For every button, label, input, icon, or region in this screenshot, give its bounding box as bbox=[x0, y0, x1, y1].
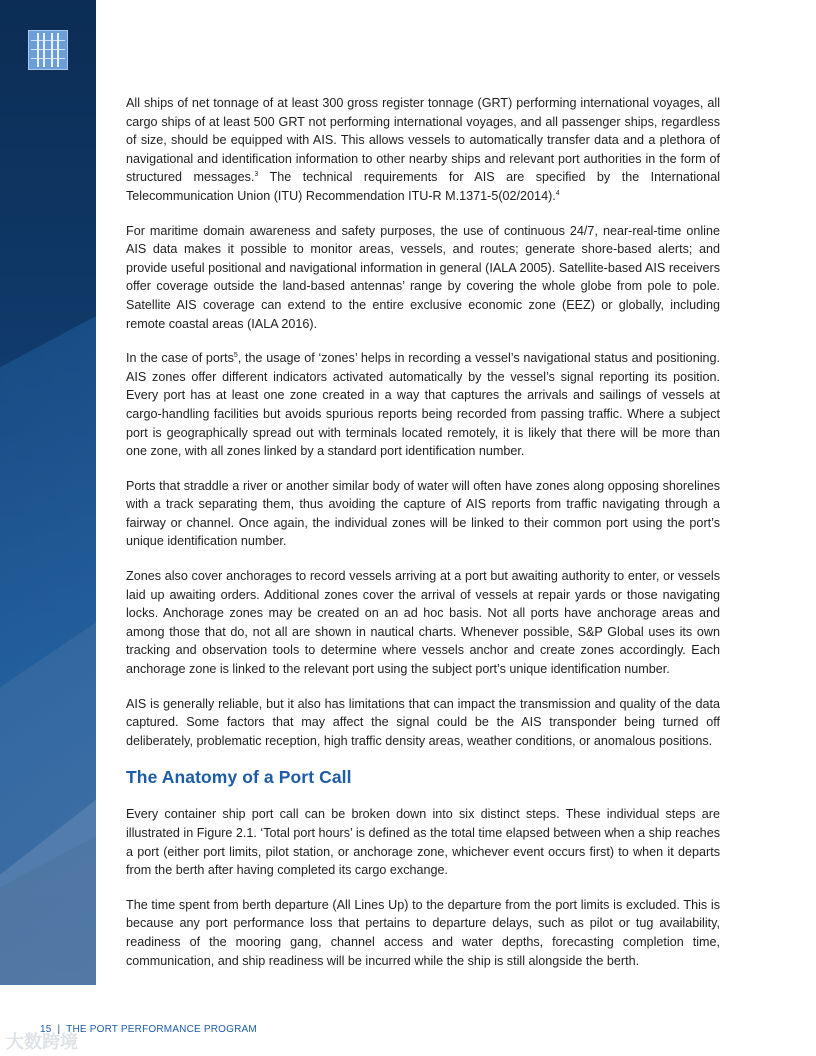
cargo-grid-logo-icon bbox=[28, 30, 68, 70]
paragraph-domain-awareness: For maritime domain awareness and safety purposes, the use of continuous 24/7, near-real-time online AIS data makes it possible to monitor areas, vessels, and routes; generate shore-based alerts; and provide useful positional and navigational information in general (IALA 2005). Satellite-based AIS receivers offer coverage outside the land-based antennas’ range by covering the whole globe from pole to pole. Satellite AIS coverage can extend to the entire exclusive economic zone (EEZ) or globally, including remote coastal areas (IALA 2016). bbox=[126, 223, 720, 331]
paragraph-ais-requirements: All ships of net tonnage of at least 300 gross register tonnage (GRT) performing international voyages, all cargo ships of at least 500 GRT not performing international voyages, and all passenger ships, regardless of size, should be equipped with AIS. This allows vessels to automatically transfer data and a plethora of navigational and identification information to other nearby ships and relevant port authorities in the form of structured messages.$^3$ The technical requirements for AIS are specified by the International Telecommunication Union (ITU) Recommendation ITU-R M.1371-5(02/2014).$^4$ bbox=[126, 96, 720, 203]
decorative-sidebar bbox=[0, 0, 96, 985]
watermark: 大数跨境 bbox=[6, 1032, 78, 1052]
paragraph-berth-departure: The time spent from berth departure (All Lines Up) to the departure from the port limits is excluded. This is because any port performance loss that pertains to departure delays, such as pilot or tug availability, readiness of the mooring gang, channel access and water depths, forecasting completion time, communication, and ship readiness will be incurred while the ship is still alongside the berth. bbox=[126, 897, 720, 968]
page-number: 15 bbox=[40, 1024, 52, 1035]
paragraph-river-ports: Ports that straddle a river or another similar body of water will often have zones along opposing shorelines with a track separating them, thus avoiding the capture of AIS reports from traffic navigating through a fairway or channel. Once again, the individual zones will be linked to their common port using the port’s unique identification number. bbox=[126, 478, 720, 549]
footer-separator: | bbox=[57, 1024, 61, 1035]
paragraph-ais-limitations: AIS is generally reliable, but it also has limitations that can impact the transmission and quality of the data captured. Some factors that may affect the signal could be the AIS transponder being turned off deliberately, problematic reception, high traffic density areas, weather conditions, or anomalous positions. bbox=[126, 696, 720, 748]
paragraph-port-call-steps: Every container ship port call can be broken down into six distinct steps. These individual steps are illustrated in Figure 2.1. ‘Total port hours’ is defined as the total time elapsed between when a ship reaches a port (either port limits, pilot station, or anchorage zone, whichever event occurs first) to when it departs from the berth after having completed its cargo exchange. bbox=[126, 807, 720, 878]
footer-title: THE PORT PERFORMANCE PROGRAM bbox=[66, 1024, 257, 1035]
paragraph-zones: In the case of ports$^5$, the usage of ‘zones’ helps in recording a vessel’s navigational status and positioning. AIS zones offer different indicators activated automatically by the vessel’s signal reporting its position. Every port has at least one zone created in a way that captures the arrivals and sailings of vessels at cargo-handling facilities but avoids spurious reports being recorded from passing traffic. Where a subject port is geographically spread out with terminals located remotely, it is likely that there will be more than one zone, with all zones linked by a standard port identification number. bbox=[126, 351, 720, 459]
paragraph-anchorages: Zones also cover anchorages to record vessels arriving at a port but awaiting authority to enter, or vessels laid up awaiting orders. Additional zones cover the arrival of vessels at repair yards or those navigating locks. Anchorage zones may be created on an ad hoc basis. Not all ports have anchorage areas and among those that do, not all are shown in nautical charts. Whenever possible, S&P Global uses its own tracking and observation tools to determine where vessels anchor and create zones accordingly. Each anchorage zone is linked to the relevant port using the subject port’s unique identification number. bbox=[126, 569, 720, 677]
main-content bbox=[126, 94, 720, 986]
section-heading: The Anatomy of a Port Call bbox=[126, 767, 352, 788]
